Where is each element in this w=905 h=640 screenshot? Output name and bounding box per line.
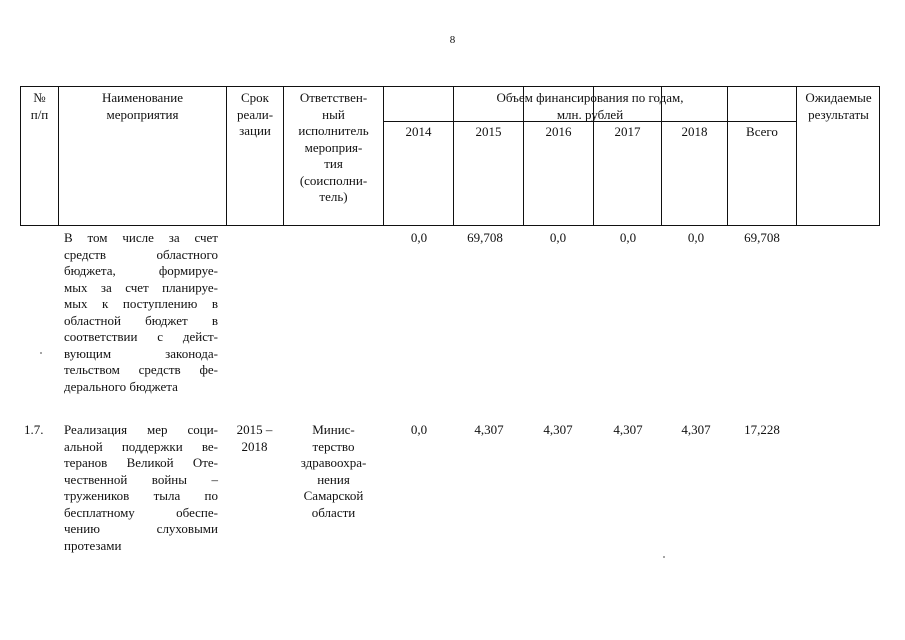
header-number: № п/п [30, 90, 49, 122]
header-funding-title: Объем финансирования по годам, млн. рублей [496, 90, 684, 122]
header-executor: Ответствен- ный исполнитель мероприя- тия (соисполни- тель) [298, 90, 369, 204]
header-year-2014: 2014 [405, 124, 432, 139]
row-1-value-total: 69,708 [744, 230, 780, 245]
row-1-value-2017: 0,0 [619, 230, 637, 245]
header-results: Ожидаемые результаты [805, 90, 872, 122]
row-2-value-2018: 4,307 [681, 422, 711, 437]
header-year-2015: 2015 [475, 124, 502, 139]
row-2-value-2017: 4,307 [613, 422, 643, 437]
row-2-executor: Минис- терство здравоохра- нения Самарской области [300, 422, 367, 520]
header-year-2016: 2016 [545, 124, 572, 139]
row-1-value-2018: 0,0 [687, 230, 705, 245]
header-year-2018: 2018 [681, 124, 708, 139]
row-1-name: В том числе за счет средств областного бюджета, формируе- мых за счет планируе- мых к поступлению в областной бюджет в соответствии с дейст- вующим законода- тельством средств фе- дерального бюджета [64, 230, 218, 394]
row-1-value-2015: 69,708 [467, 230, 503, 245]
row-1-value-2016: 0,0 [549, 230, 567, 245]
header-year-2017: 2017 [614, 124, 641, 139]
row-2-number: 1.7. [24, 422, 44, 437]
row-2-value-total: 17,228 [744, 422, 780, 437]
row-2-period: 2015 – 2018 [236, 422, 273, 454]
row-2-value-2015: 4,307 [474, 422, 504, 437]
page-number: 8 [449, 34, 456, 46]
row-2-name: Реализация мер соци- альной поддержки ве- теранов Великой Оте- чественной войны – тружеников тыла по бесплатному обеспе- чению слуховыми протезами [64, 422, 218, 553]
scan-speck [663, 556, 665, 558]
scan-speck [40, 352, 42, 354]
row-1-value-2014: 0,0 [410, 230, 428, 245]
header-name: Наименование мероприятия [102, 90, 183, 122]
header-period: Срок реали- зации [236, 90, 274, 138]
row-2-value-2014: 0,0 [410, 422, 428, 437]
row-2-value-2016: 4,307 [543, 422, 573, 437]
header-total: Всего [746, 124, 778, 139]
